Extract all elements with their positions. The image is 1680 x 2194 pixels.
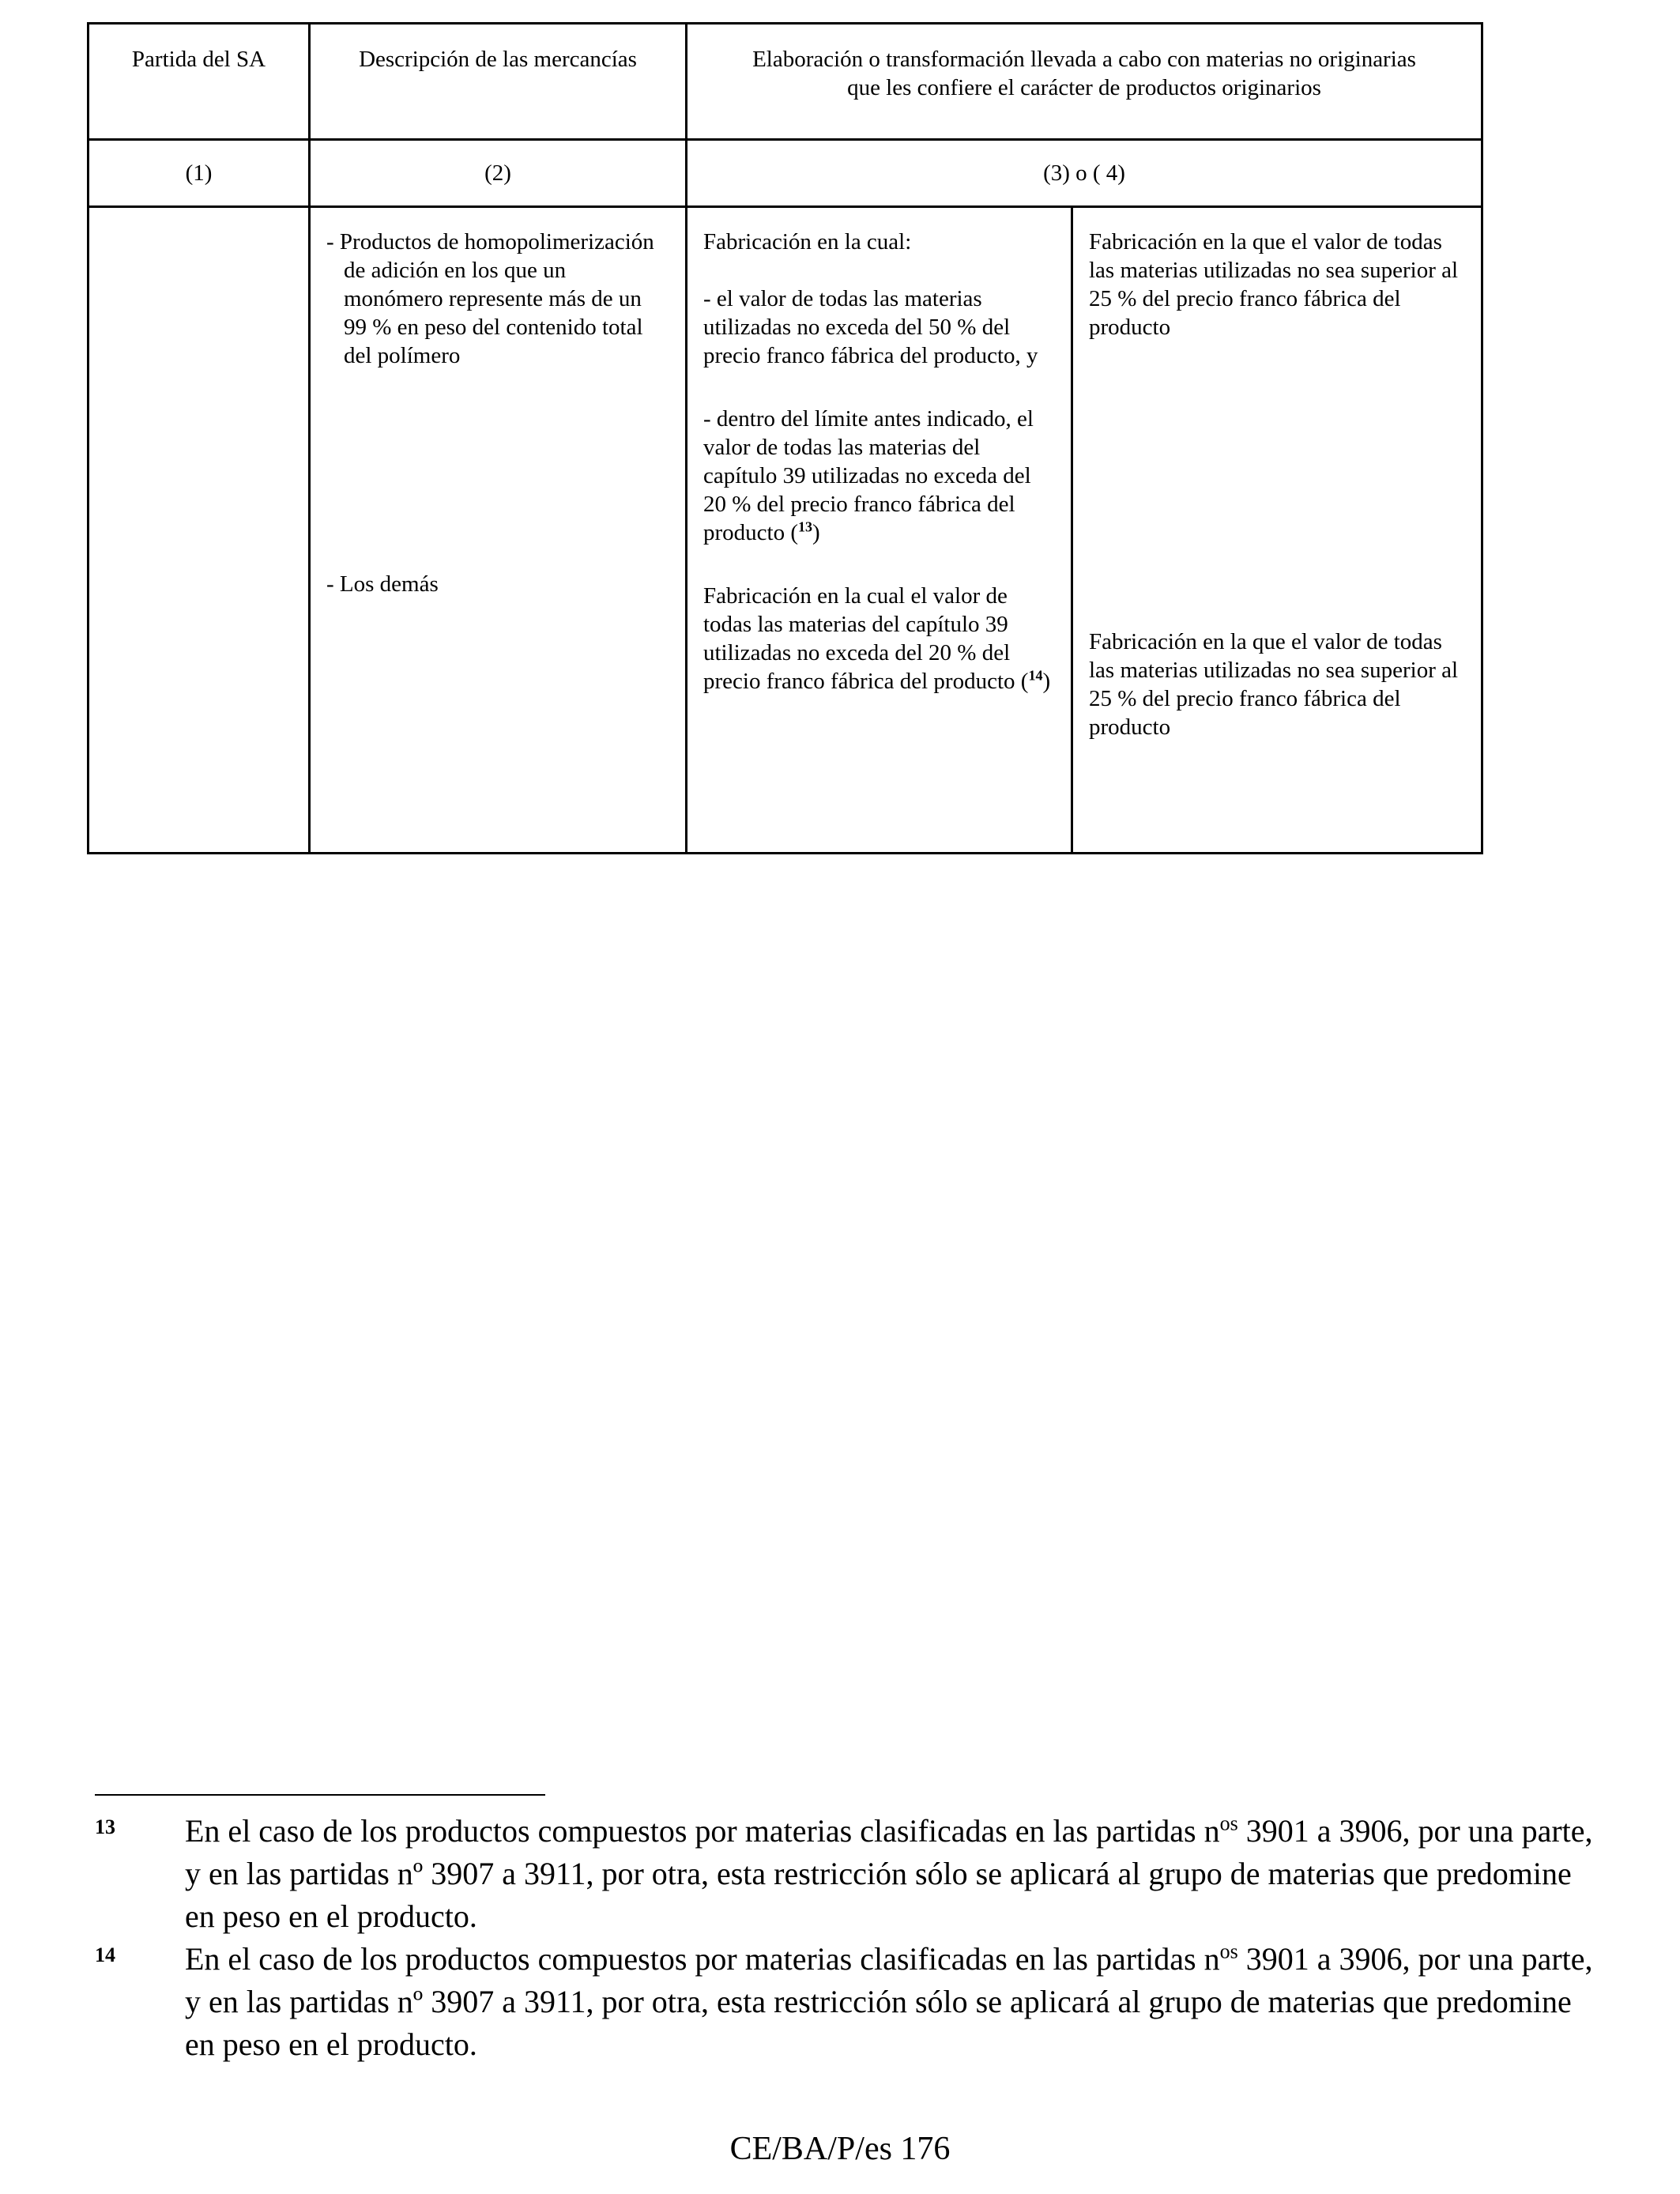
col3-others-close: ) <box>1042 669 1051 694</box>
header-processing-line1: Elaboración o transformación llevada a cabo con materias no originarias <box>752 47 1416 72</box>
page-footer: CE/BA/P/es 176 <box>729 2131 951 2167</box>
processing-col3-cell <box>687 207 1072 854</box>
footnote-ref-14[interactable]: 14 <box>1028 667 1043 684</box>
col4-homopolymer: Fabricación en la que el valor de todas las materias utilizadas no sea superior al 25 % del precio franco fábrica del producto <box>1089 229 1459 340</box>
footnote-13-number: 13 <box>95 1815 115 1838</box>
col3-others-text: Fabricación en la cual el valor de todas las materias del capítulo 39 utilizadas no exceda del 20 % del precio franco fábrica del producto ( <box>703 583 1029 694</box>
footnote-14-text-a: En el caso de los productos compuestos por materias clasificadas en las partidas n <box>185 1941 1220 1977</box>
column-number-1: (1) <box>89 140 310 207</box>
col3-intro: Fabricación en la cual: <box>703 229 912 254</box>
footnote-13-text <box>185 1810 1596 1938</box>
col4-others: Fabricación en la que el valor de todas las materias utilizadas no sea superior al 25 % del precio franco fábrica del producto <box>1089 629 1459 740</box>
header-goods-description: Descripción de las mercancías <box>310 24 687 140</box>
rules-of-origin-table <box>87 22 1483 854</box>
col3-point-1: - el valor de todas las materias utilizadas no exceda del 50 % del precio franco fábrica del producto, y <box>703 286 1038 368</box>
table-body-row <box>89 207 1482 854</box>
footnote-14-text <box>185 1938 1596 2066</box>
col3-point-2 <box>703 405 1055 547</box>
description-cell <box>310 207 687 854</box>
header-processing-line2: que les confiere el carácter de productos originarios <box>847 75 1321 100</box>
col3-point-2-close: ) <box>812 520 820 545</box>
footnote-13-text-a: En el caso de los productos compuestos por materias clasificadas en las partidas n <box>185 1813 1220 1849</box>
footnote-separator <box>95 1794 545 1796</box>
footnote-14-text-b: 3901 a 3906, por una parte, y en las partidas nº 3907 a 3911, por otra, esta restricción sólo se aplicará al grupo de materias que predomine en peso en el producto. <box>185 1941 1593 2062</box>
column-number-3-4: (3) o ( 4) <box>687 140 1482 207</box>
description-homopolymer: - Productos de homopolimerización de adición en los que un monómero represente más de un 99 % en peso del contenido total del polímero <box>326 229 654 368</box>
description-others: - Los demás <box>326 571 439 597</box>
hs-heading-cell <box>89 207 310 854</box>
col3-others <box>703 582 1055 696</box>
processing-col4-cell <box>1072 207 1482 854</box>
column-number-row <box>89 140 1482 207</box>
footnote-13 <box>95 1810 1596 1938</box>
footnote-14 <box>95 1938 1596 2066</box>
footnote-13-text-b: 3901 a 3906, por una parte, y en las partidas nº 3907 a 3911, por otra, esta restricción sólo se aplicará al grupo de materias que predomine en peso en el producto. <box>185 1813 1593 1934</box>
footnote-14-sup: os <box>1219 1940 1238 1963</box>
footnote-14-number: 14 <box>95 1943 115 1966</box>
table-header-row <box>89 24 1482 140</box>
col3-point-2-text: - dentro del límite antes indicado, el valor de todas las materias del capítulo 39 utilizadas no exceda del 20 % del precio franco fábrica del producto ( <box>703 406 1034 545</box>
column-number-2: (2) <box>310 140 687 207</box>
footnote-13-sup: os <box>1219 1811 1238 1835</box>
footnote-ref-13[interactable]: 13 <box>798 518 812 535</box>
header-hs-heading: Partida del SA <box>89 24 310 140</box>
header-processing <box>687 24 1482 140</box>
